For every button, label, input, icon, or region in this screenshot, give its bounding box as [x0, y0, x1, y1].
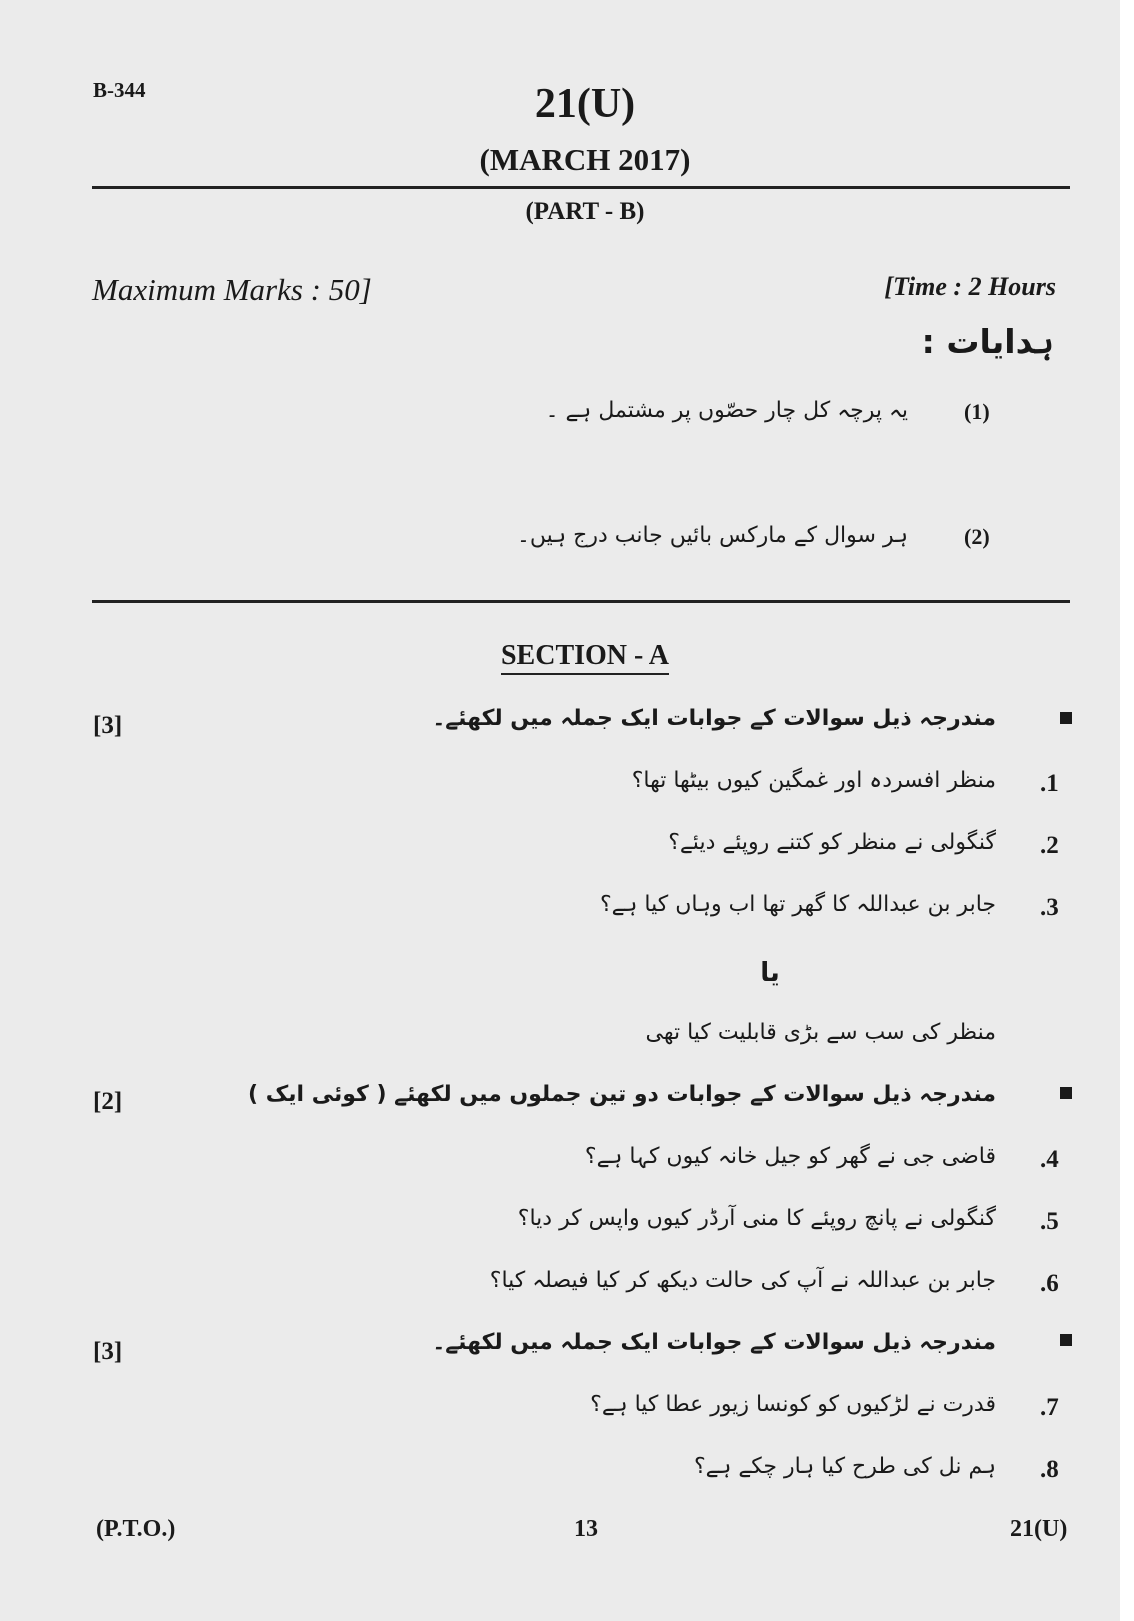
instructions-divider: [92, 600, 1070, 603]
or-label: یا: [760, 958, 780, 988]
group-heading: مندرجہ ذیل سوالات کے جوابات دو تین جملوں میں لکھئے ( کوئی ایک ): [248, 1082, 996, 1107]
question-number: .7: [1040, 1394, 1059, 1421]
instruction-text: ہر سوال کے مارکس بائیں جانب درج ہیں۔: [516, 523, 908, 548]
bullet-icon: [1060, 1087, 1072, 1099]
question-text: ہم نل کی طرح کیا ہار چکے ہے؟: [693, 1454, 996, 1479]
bullet-icon: [1060, 712, 1072, 724]
question-number: .5: [1040, 1208, 1059, 1235]
instructions-title: ہدایات :: [921, 322, 1054, 361]
part-label: (PART - B): [525, 198, 645, 225]
instruction-number: (1): [964, 399, 990, 424]
group-marks: [2]: [93, 1088, 123, 1115]
maximum-marks: Maximum Marks : 50]: [92, 272, 372, 307]
question-text: جابر بن عبداللہ نے آپ کی حالت دیکھ کر کیا فیصلہ کیا؟: [489, 1268, 996, 1293]
instruction-text: یہ پرچہ کل چار حصّوں پر مشتمل ہے ۔: [545, 398, 908, 423]
question-number: .2: [1040, 832, 1059, 859]
group-marks: [3]: [93, 1338, 123, 1365]
question-text: قدرت نے لڑکیوں کو کونسا زیور عطا کیا ہے؟: [590, 1392, 996, 1417]
top-divider: [92, 186, 1070, 189]
question-number: .3: [1040, 894, 1059, 921]
footer-pto: (P.T.O.): [96, 1516, 176, 1542]
group-heading: مندرجہ ذیل سوالات کے جوابات ایک جملہ میں لکھئے۔: [432, 706, 996, 731]
footer-subject-code: 21(U): [1010, 1516, 1068, 1542]
time-allowed: [Time : 2 Hours: [884, 272, 1056, 301]
exam-month: (MARCH 2017): [479, 142, 691, 177]
section-title: SECTION - A: [0, 640, 1134, 672]
page-number: 13: [574, 1516, 598, 1542]
bullet-icon: [1060, 1334, 1072, 1346]
question-text: گنگولی نے پانچ روپئے کا منی آرڈر کیوں واپس کر دیا؟: [517, 1206, 996, 1231]
question-text: گنگولی نے منظر کو کتنے روپئے دیئے؟: [668, 830, 996, 855]
question-text: منظر افسردہ اور غمگین کیوں بیٹھا تھا؟: [631, 768, 996, 793]
group-heading: مندرجہ ذیل سوالات کے جوابات ایک جملہ میں لکھئے۔: [432, 1330, 996, 1355]
question-text: قاضی جی نے گھر کو جیل خانہ کیوں کہا ہے؟: [584, 1144, 996, 1169]
instruction-number: (2): [964, 524, 990, 549]
question-text: جابر بن عبداللہ کا گھر تھا اب وہاں کیا ہے؟: [599, 892, 996, 917]
group-marks: [3]: [93, 712, 123, 739]
question-number: .6: [1040, 1270, 1059, 1297]
question-number: .8: [1040, 1456, 1059, 1483]
paper-code: B-344: [93, 78, 146, 102]
question-number: .1: [1040, 770, 1059, 797]
question-number: .4: [1040, 1146, 1059, 1173]
subject-code: 21(U): [534, 81, 636, 127]
alternative-question: منظر کی سب سے بڑی قابلیت کیا تھی: [645, 1020, 996, 1045]
